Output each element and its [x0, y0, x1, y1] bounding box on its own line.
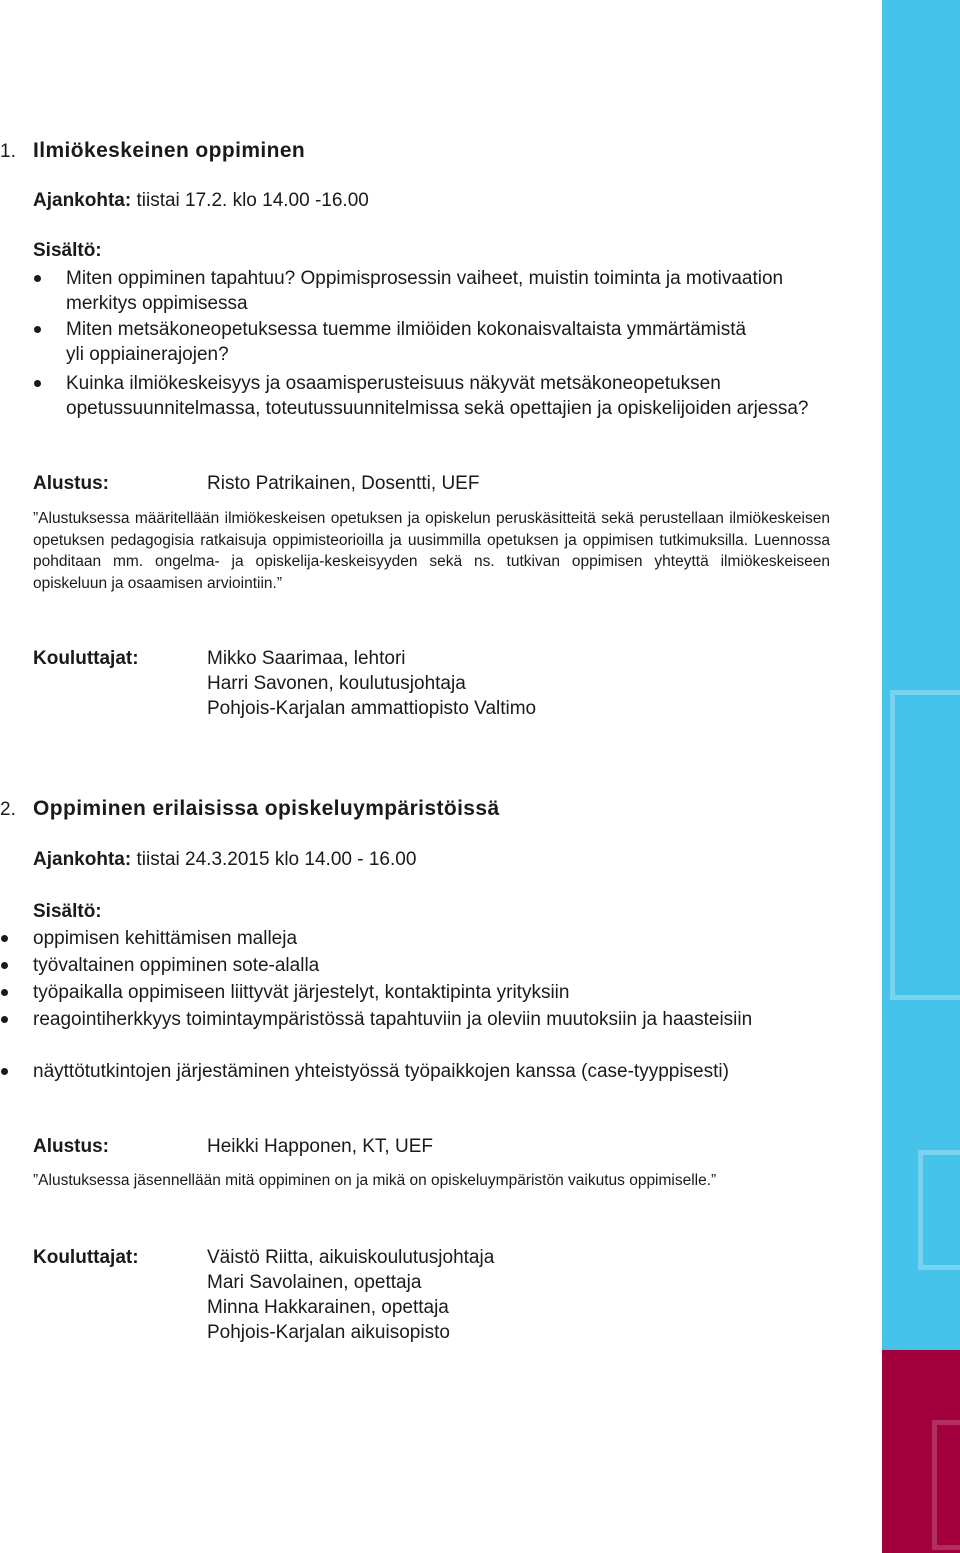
section-2-description: ”Alustuksessa jäsennellään mitä oppiminen on ja mikä on opiskeluympäristön vaikutus oppimiselle.”	[33, 1172, 717, 1189]
time-value: tiistai 24.3.2015 klo 14.00 - 16.00	[136, 849, 417, 870]
side-band-blue	[882, 0, 960, 1350]
list-item: näyttötutkintojen järjestäminen yhteistyössä työpaikkojen kanssa (case-tyyppisesti)	[33, 1061, 729, 1082]
bullet-icon	[1, 989, 8, 996]
section-1-description: ”Alustuksessa määritellään ilmiökeskeisen opetuksen ja opiskelun peruskäsitteitä sekä perustellaan ilmiökeskeisen opetuksen pedagogisia ratkaisuja oppimisteorioilla ja uusimmilla opetuksen ja oppimisen tutkimuksilla. Luennossa pohditaan mm. ongelma- ja opiskelija-keskeisyyden sekä ns. tutkivan oppimisen yhteyttä ilmiökeskeiseen opiskeluun ja osaamisen arviointiin.”	[33, 510, 830, 592]
bullet-icon	[34, 380, 41, 387]
section-2-number: 2.	[0, 799, 16, 820]
time-label: Ajankohta:	[33, 190, 132, 211]
bullet-icon	[34, 326, 41, 333]
decorative-side-band	[882, 0, 960, 1553]
section-2-time	[33, 849, 416, 871]
list-item: Miten metsäkoneopetuksessa tuemme ilmiöiden kokonaisvaltaista ymmärtämistä yli oppiainerajojen?	[66, 319, 747, 365]
trainer-name: Minna Hakkarainen, opettaja	[207, 1297, 449, 1318]
section-2-trainers-label: Kouluttajat:	[33, 1247, 139, 1268]
trainer-name: Harri Savonen, koulutusjohtaja	[207, 673, 466, 694]
trainer-name: Väistö Riitta, aikuiskoulutusjohtaja	[207, 1247, 495, 1268]
section-1-content-label: Sisältö:	[33, 240, 102, 261]
section-2-speaker: Heikki Happonen, KT, UEF	[207, 1136, 433, 1157]
time-label: Ajankohta:	[33, 849, 132, 870]
list-item: työpaikalla oppimiseen liittyvät järjestelyt, kontaktipinta yrityksiin	[33, 982, 570, 1003]
section-1-speaker: Risto Patrikainen, Dosentti, UEF	[207, 473, 480, 494]
decorative-frame	[932, 1420, 960, 1550]
section-1-trainers-label: Kouluttajat:	[33, 648, 139, 669]
section-1-speaker-label: Alustus:	[33, 473, 109, 494]
section-2-content-label: Sisältö:	[33, 901, 102, 922]
bullet-icon	[34, 275, 41, 282]
section-1-title: Ilmiökeskeinen oppiminen	[33, 139, 306, 162]
bullet-icon	[1, 935, 8, 942]
bullet-icon	[1, 1068, 8, 1075]
list-item: Kuinka ilmiökeskeisyys ja osaamisperusteisuus näkyvät metsäkoneopetuksen opetussuunnitelmassa, toteutussuunnitelmissa sekä opettajien ja opiskelijoiden arjessa?	[66, 373, 809, 419]
section-1-time	[33, 190, 369, 212]
trainer-organization: Pohjois-Karjalan aikuisopisto	[207, 1322, 450, 1343]
bullet-icon	[1, 962, 8, 969]
decorative-frame	[918, 1150, 960, 1270]
list-item: reagointiherkkyys toimintaympäristössä tapahtuviin ja oleviin muutoksiin ja haasteisiin	[33, 1009, 753, 1030]
bullet-icon	[1, 1016, 8, 1023]
list-item: oppimisen kehittämisen malleja	[33, 928, 298, 949]
section-2-speaker-label: Alustus:	[33, 1136, 109, 1157]
trainer-name: Mari Savolainen, opettaja	[207, 1272, 422, 1293]
time-value: tiistai 17.2. klo 14.00 -16.00	[136, 190, 369, 211]
trainer-organization: Pohjois-Karjalan ammattiopisto Valtimo	[207, 698, 537, 719]
section-1-number: 1.	[0, 141, 16, 162]
list-item: Miten oppiminen tapahtuu? Oppimisprosessin vaiheet, muistin toiminta ja motivaation merkitys oppimisessa	[66, 268, 784, 314]
list-item: työvaltainen oppiminen sote-alalla	[33, 955, 320, 976]
section-2-title: Oppiminen erilaisissa opiskeluympäristöissä	[33, 797, 500, 820]
trainer-name: Mikko Saarimaa, lehtori	[207, 648, 406, 669]
decorative-frame	[890, 690, 960, 1000]
